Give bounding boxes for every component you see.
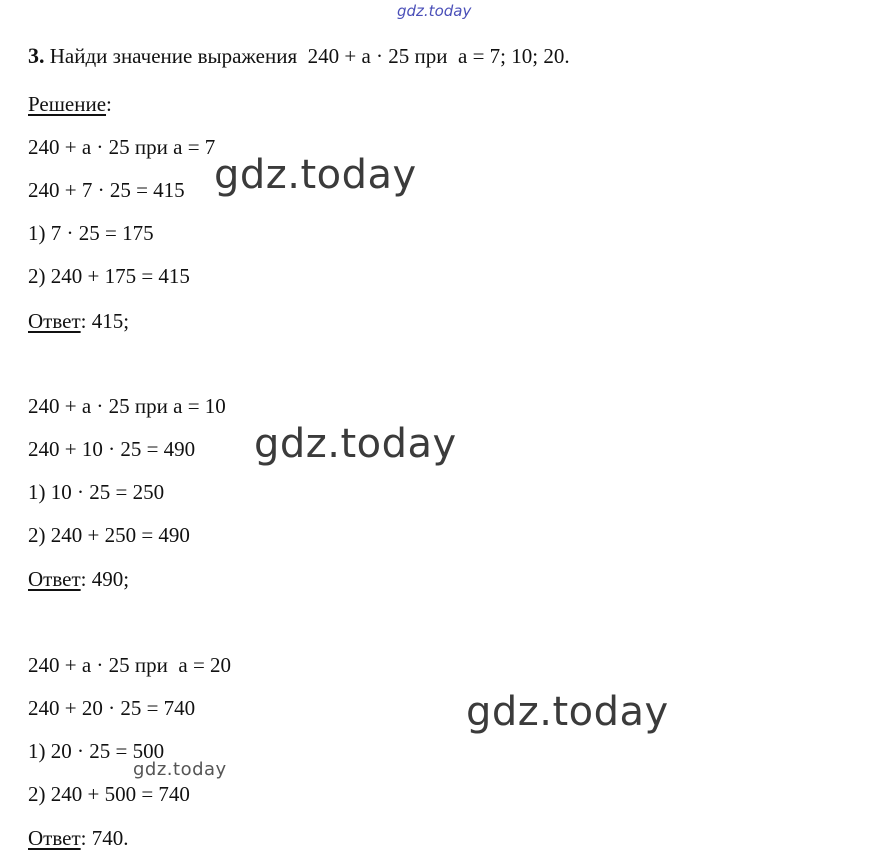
solution-label: Решение (28, 92, 107, 116)
watermark-2: gdz.today (254, 421, 457, 467)
answer-value: : 740. (80, 826, 129, 850)
block3-expression: 240 + а · 25 при а = 20 (28, 653, 232, 677)
block1-step1: 1) 7 · 25 = 175 (28, 221, 154, 245)
block2-step1: 1) 10 · 25 = 250 (28, 480, 165, 504)
block2-answer (28, 567, 129, 591)
block3-substituted: 240 + 20 · 25 = 740 (28, 696, 196, 720)
block1-step2: 2) 240 + 175 = 415 (28, 264, 190, 288)
block2-step2: 2) 240 + 250 = 490 (28, 523, 190, 547)
answer-value: : 415; (80, 309, 130, 333)
solution-colon: : (106, 92, 112, 116)
block1-expression: 240 + а · 25 при а = 7 (28, 135, 216, 159)
watermark-top: gdz.today (397, 2, 472, 20)
block1-substituted: 240 + 7 · 25 = 415 (28, 178, 185, 202)
block3-step1: 1) 20 · 25 = 500 (28, 739, 165, 763)
answer-label: Ответ (28, 826, 81, 850)
watermark-4: gdz.today (133, 759, 227, 780)
answer-label: Ответ (28, 309, 81, 333)
block1-answer (28, 309, 129, 333)
block3-answer (28, 826, 128, 850)
task-statement (28, 44, 570, 68)
block3-step2: 2) 240 + 500 = 740 (28, 782, 190, 806)
block2-expression: 240 + а · 25 при а = 10 (28, 394, 226, 418)
solution-heading (28, 92, 112, 116)
answer-value: : 490; (80, 567, 130, 591)
task-number: 3. (28, 43, 45, 68)
answer-label: Ответ (28, 567, 81, 591)
watermark-1: gdz.today (214, 152, 417, 198)
block2-substituted: 240 + 10 · 25 = 490 (28, 437, 196, 461)
task-text: Найди значение выражения 240 + а · 25 при а = 7; 10; 20. (44, 44, 570, 68)
watermark-3: gdz.today (466, 689, 669, 735)
